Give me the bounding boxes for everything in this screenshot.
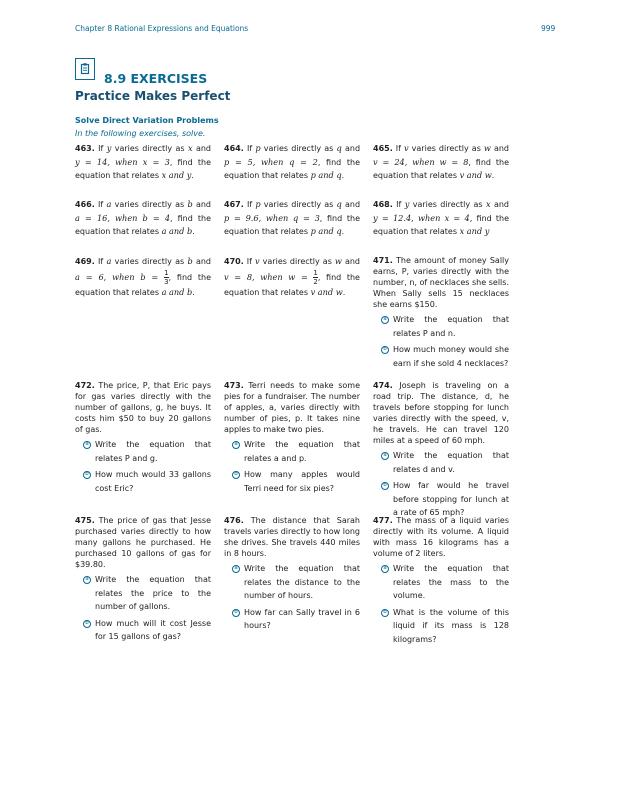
exercise-471 (373, 255, 509, 370)
circled-letter-icon: a (83, 441, 91, 449)
subheading: Solve Direct Variation Problems (75, 116, 219, 125)
exercise-475: 475. The price of gas that Jesse purchased varies directly to how many gallons he purchased. He purchased 10 gallons of gas for $39.80. a Write the equation that relates the price to the number of gallons. b How much will it cost Jesse for 15 gallons of gas? (75, 515, 211, 644)
part-a: a Write the equation that relates the distance to the number of hours. (232, 562, 360, 603)
exercise-464: 464. If p varies directly as q and p = 5, when q = 2, find the equation that relates p and q. (224, 143, 361, 180)
part-a: a Write the equation that relates d and v. (381, 449, 509, 476)
exercise-472: 472. The price, P, that Eric pays for gas varies directly with the number of gallons, g, he buys. It costs him $50 to buy 20 gallons of gas. a Write the equation that relates P and g. b How much would 33 gallons cost Eric? (75, 380, 211, 495)
exercises-icon (75, 58, 95, 80)
circled-letter-icon: a (83, 576, 91, 584)
exercise-467: 467. If p varies directly as q and p = 9.6, when q = 3, find the equation that relates p and q. (224, 199, 361, 236)
exercise-474: 474. Joseph is traveling on a road trip. The distance, d, he travels before stopping for lunch varies directly with the speed, v, he travels. He can travel 120 miles at a speed of 60 mph. a Write the equation that relates d and v. b How far would he travel before stopping for lunch at a rate of 65 mph? (373, 380, 509, 520)
circled-letter-icon: a (232, 441, 240, 449)
exercise-463: 463. If y varies directly as x and y = 14, when x = 3, find the equation that relates x and y. (75, 143, 212, 180)
practice-heading: Practice Makes Perfect (75, 89, 231, 103)
page-number: 999 (541, 24, 556, 33)
part-b: b How much will it cost Jesse for 15 gallons of gas? (83, 617, 211, 644)
circled-letter-icon: a (381, 452, 389, 460)
fraction: $\frac{1}{2}$ (313, 268, 318, 286)
exercise-469: 469. If a varies directly as b and a = 6, when b = $\frac{1}{3}$ , find the equation that relates a and b. (75, 256, 212, 297)
part-a: a Write the equation that relates P and n. (381, 313, 509, 340)
circled-letter-icon: b (83, 620, 91, 628)
exercise-477: 477. The mass of a liquid varies directly with its volume. A liquid with mass 16 kilograms has a volume of 2 liters. a Write the equation that relates the mass to the volume. b What is the volume of this liquid if its mass is 128 kilograms? (373, 515, 509, 646)
circled-letter-icon: b (83, 471, 91, 479)
exercise-470: 470. If v varies directly as w and v = 8, when w = $\frac{1}{2}$ , find the equation that relates v and w. (224, 256, 360, 297)
part-a: a Write the equation that relates a and p. (232, 438, 360, 465)
exercise-473: 473. Terri needs to make some pies for a fundraiser. The number of apples, a, varies directly with number of pies, p. It takes nine apples to make two pies. a Write the equation that relates a and p. b How many apples would Terri need for six pies? (224, 380, 360, 495)
exercise-466: 466. If a varies directly as b and a = 16, when b = 4, find the equation that relates a and b. (75, 199, 212, 236)
circled-letter-icon: b (232, 471, 240, 479)
part-b: b How far would he travel before stopping for lunch at a rate of 65 mph? (381, 479, 509, 520)
circled-letter-icon: b (381, 609, 389, 617)
part-b: b How many apples would Terri need for six pies? (232, 468, 360, 495)
chapter-header: Chapter 8 Rational Expressions and Equations (75, 24, 249, 33)
part-b: b How much money would she earn if she sold 4 necklaces? (381, 343, 509, 370)
exercise-465: 465. If v varies directly as w and v = 24, when w = 8, find the equation that relates v and w. (373, 143, 509, 180)
fraction: $\frac{1}{3}$ (164, 268, 169, 286)
pencil-note-icon (80, 63, 90, 75)
part-b: b How much would 33 gallons cost Eric? (83, 468, 211, 495)
part-a: a Write the equation that relates P and g. (83, 438, 211, 465)
part-a: a Write the equation that relates the mass to the volume. (381, 562, 509, 603)
instruction: In the following exercises, solve. (75, 129, 206, 138)
section-title: 8.9 EXERCISES (104, 71, 208, 86)
circled-letter-icon: b (381, 346, 389, 354)
part-a: a Write the equation that relates the price to the number of gallons. (83, 573, 211, 614)
circled-letter-icon: a (381, 316, 389, 324)
circled-letter-icon: b (381, 482, 389, 490)
circled-letter-icon: a (381, 565, 389, 573)
exercise-476: 476. The distance that Sarah travels varies directly to how long she drives. She travels 440 miles in 8 hours. a Write the equation that relates the distance to the number of hours. b How far can Sally travel in 6 hours? (224, 515, 360, 633)
exercise-text: 471. The amount of money Sally earns, P, varies directly with the number, n, of necklaces she sells. When Sally sells 15 necklaces she earns $150. (373, 256, 510, 309)
part-b: b How far can Sally travel in 6 hours? (232, 606, 360, 633)
circled-letter-icon: a (232, 565, 240, 573)
part-b: b What is the volume of this liquid if its mass is 128 kilograms? (381, 606, 509, 647)
circled-letter-icon: b (232, 609, 240, 617)
exercise-468: 468. If y varies directly as x and y = 12.4, when x = 4, find the equation that relates x and y (373, 199, 510, 236)
